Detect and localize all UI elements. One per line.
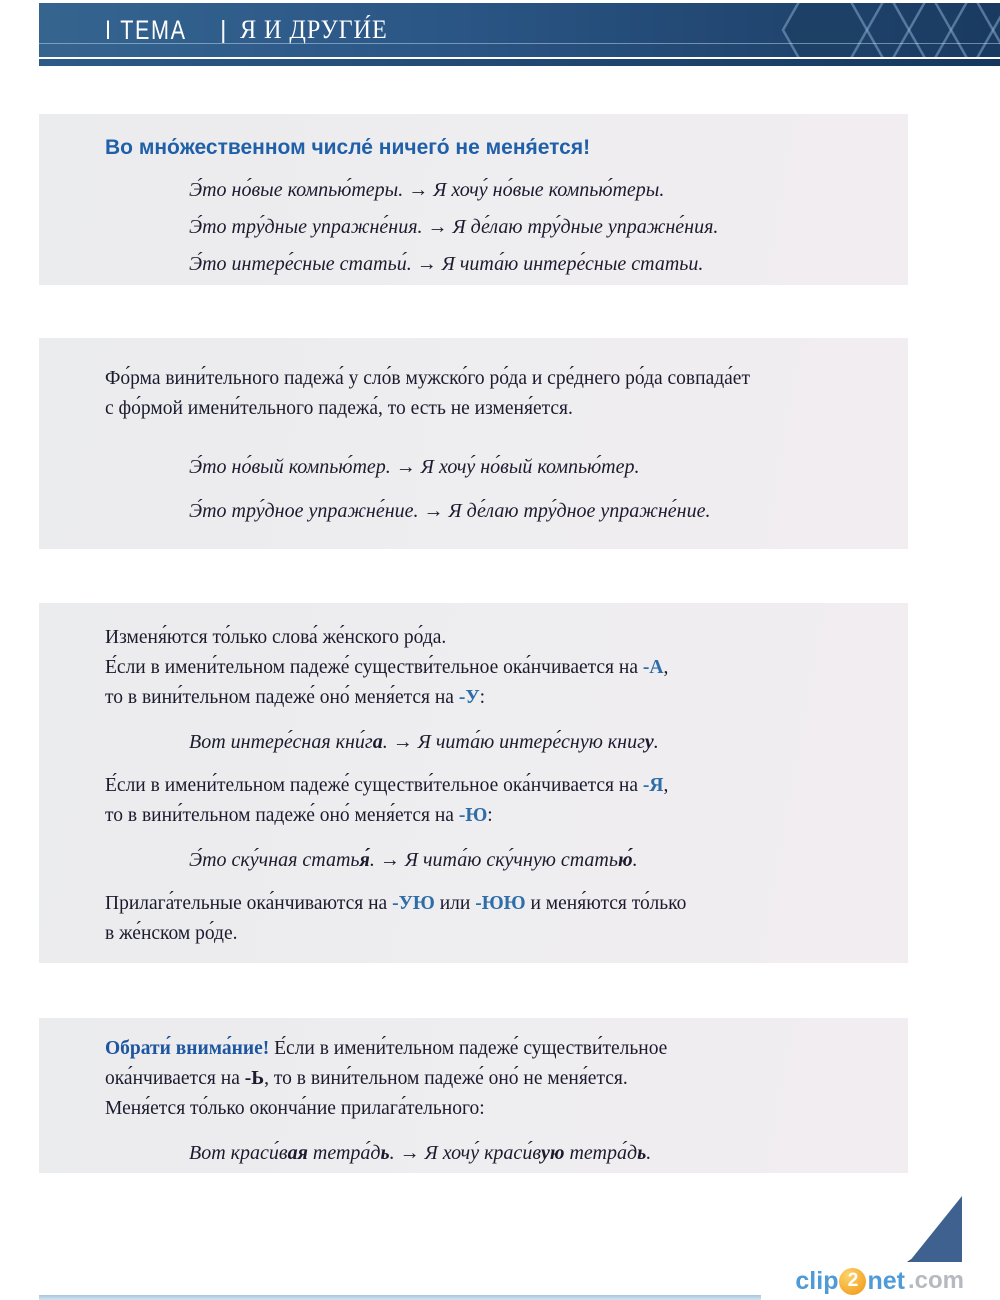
text-segment: ую [541,1142,565,1164]
title-divider: | [220,15,227,44]
text-line [105,623,868,653]
text-segment: Е́сли в имени́тельном падеже́ существи́тельное ока́нчивается на [105,657,643,678]
blank-line [105,1124,868,1138]
text-segment: -Ь [244,1068,265,1089]
text-segment: Э́то тру́дные упражне́ния. → Я де́лаю тру́дные упражне́ния. [189,216,719,238]
text-segment: Е́сли в имени́тельном падеже́ существи́тельное ока́нчивается на [105,775,643,796]
text-segment: . → Я чита́ю ску́чную стать [369,849,618,871]
text-segment: Фо́рма вини́тельного падежа́ у сло́в мужско́го ро́да и сре́днего ро́да совпада́ет [105,368,750,389]
text-segment: ь [380,1142,390,1164]
example-line [189,209,868,246]
text-segment: , то в вини́тельном падеже́ оно́ не меня́ется. [264,1068,628,1089]
text-segment: Изменя́ются то́лько слова́ же́нского ро́да. [105,627,447,648]
text-segment: . → Я чита́ю интере́сную книг [382,731,645,753]
text-segment: : [479,687,486,708]
text-segment: -У [458,687,480,708]
text-segment: у [644,731,654,753]
text-segment: ая [287,1142,308,1164]
rule-box-attention [39,1018,908,1173]
text-line [105,801,868,831]
text-segment: Прилага́тельные ока́нчиваются на [105,893,393,914]
text-segment: Э́то ску́чная стать [189,849,360,871]
example-line [189,496,868,526]
text-segment: . [632,849,638,871]
text-line [105,683,868,713]
hexagon-pattern-decoration [770,3,1000,57]
text-segment: или [434,893,476,914]
text-segment: -УЮ [392,893,435,914]
text-segment: ю́ [617,849,633,871]
text-line [105,1034,868,1064]
text-segment: Э́то интере́сные статьи́. → Я чита́ю интере́сные статьи. [189,253,704,275]
blank-line [105,438,868,452]
blank-line [105,424,868,438]
example-line [189,727,868,757]
header-title-group [105,3,398,57]
text-segment: -А [642,657,664,678]
text-line [105,771,868,801]
text-segment: и меня́ются то́лько [525,893,687,914]
blank-line [105,757,868,771]
text-segment: -Я [642,775,664,796]
watermark-com-text: .com [907,1267,964,1294]
example-line [189,845,868,875]
text-line [105,653,868,683]
text-segment: Во мно́жественном числе́ ничего́ не меня́ется! [105,136,591,159]
rule-box-masculine-neuter [39,338,908,549]
text-segment: , [663,775,669,796]
rule-box-feminine [39,603,908,963]
text-segment: то в вини́тельном падеже́ оно́ меня́ется на [105,687,459,708]
text-segment: Э́то но́вый компью́тер. → Я хочу́ но́вый компью́тер. [189,456,640,478]
text-segment: Вот интере́сная кни́г [189,731,373,753]
text-segment: , [663,657,669,678]
text-line [105,889,868,919]
text-segment: . [646,1142,652,1164]
clip2net-watermark [795,1267,964,1295]
corner-triangle-decoration [909,1196,962,1262]
text-segment: Вот краси́в [189,1142,288,1164]
watermark-2-badge: 2 [839,1268,866,1295]
text-segment: -Ю [458,805,488,826]
text-line [105,919,868,949]
text-line [105,1094,868,1124]
bottom-border-strip [39,1295,761,1300]
example-line [189,172,868,209]
rule-box-plural [39,114,908,285]
text-line [105,394,868,424]
text-segment: Меня́ется то́лько оконча́ние прилага́тельного: [105,1098,485,1119]
blank-line [105,875,868,889]
page-header [39,3,1000,57]
text-segment: ока́нчивается на [105,1068,245,1089]
text-segment: тетра́д [307,1142,381,1164]
example-line [189,452,868,482]
watermark-net-text: net [867,1267,905,1295]
text-segment: . → Я хочу́ краси́в [389,1142,541,1164]
text-segment: то в вини́тельном падеже́ оно́ меня́ется на [105,805,459,826]
text-segment: Обрати́ внима́ние! [105,1038,270,1059]
text-line [105,364,868,394]
example-line [189,246,868,283]
text-segment: Е́сли в имени́тельном падеже́ существи́тельное [269,1038,668,1059]
page-title: Я И ДРУГИ́Е [239,15,388,44]
example-line [189,1138,868,1168]
topic-label: I ТЕМА [105,14,187,45]
header-subbar [39,59,1000,66]
text-segment: в же́нском ро́де. [105,923,238,944]
watermark-clip-text: clip [795,1267,839,1295]
text-segment: Э́то но́вые компью́теры. → Я хочу́ но́вые компью́теры. [189,179,665,201]
blank-line [105,831,868,845]
text-segment: : [487,805,493,826]
blank-line [105,482,868,496]
text-segment: я́ [359,849,370,871]
text-segment: -ЮЮ [475,893,526,914]
blank-line [105,162,868,172]
text-segment: . [653,731,659,753]
text-line [105,1064,868,1094]
text-segment: тетра́д [564,1142,638,1164]
text-segment: с фо́рмой имени́тельного падежа́, то есть не изменя́ется. [105,398,573,419]
text-segment: а [372,731,383,753]
box-heading [105,134,868,162]
text-segment: Э́то тру́дное упражне́ние. → Я де́лаю тру́дное упражне́ние. [189,500,711,522]
text-segment: ь [637,1142,647,1164]
blank-line [105,713,868,727]
